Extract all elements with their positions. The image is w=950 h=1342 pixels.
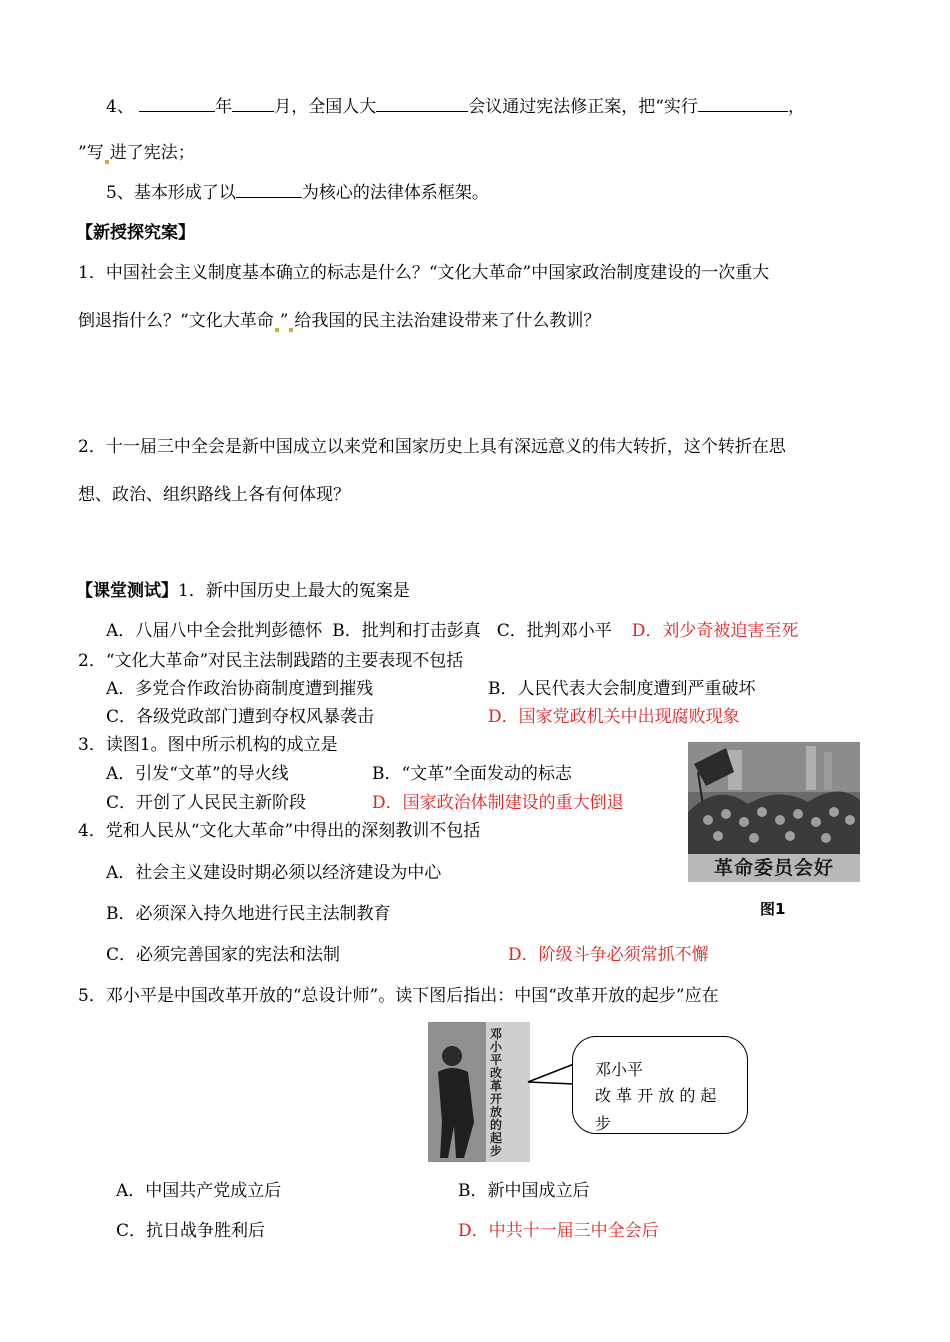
blank-core[interactable] <box>236 181 302 198</box>
q3-option-a[interactable]: A．引发“文革”的导火线 <box>106 764 289 784</box>
proofmark-icon <box>289 328 293 332</box>
figure5-book-cover <box>428 1022 530 1162</box>
q1-line2-part-a: 倒退指什么？“文化大革命 <box>78 311 274 331</box>
blank-session[interactable] <box>376 95 468 112</box>
q3-option-d-answer[interactable]: D．国家政治体制建设的重大倒退 <box>372 793 624 813</box>
q5-text-b: 为核心的法律体系框架。 <box>301 183 489 203</box>
bubble-line2: 改 革 开 放 的 起 <box>595 1086 717 1105</box>
new-lesson-heading: 【新授探究案】 <box>76 223 195 243</box>
q5-option-d-answer[interactable]: D．中共十一届三中全会后 <box>458 1221 659 1241</box>
q3-option-b[interactable]: B．“文革”全面发动的标志 <box>372 764 572 784</box>
test-q1-options <box>106 620 798 642</box>
q4-option-a[interactable]: A．社会主义建设时期必须以经济建设为中心 <box>106 863 442 883</box>
q1-option-b[interactable]: B．批判和打击彭真 <box>332 621 481 641</box>
test-q4-stem: 4．党和人民从“文化大革命”中得出的深刻教训不包括 <box>78 821 481 841</box>
new-lesson-q1-line2 <box>78 310 600 332</box>
q1-line2-part-c: 给我国的民主法治建设带来了什么教训？ <box>294 311 601 331</box>
bubble-line3: 步 <box>595 1114 612 1133</box>
new-lesson-q1-line1: 1．中国社会主义制度基本确立的标志是什么？“文化大革命”中国家政治制度建设的一次重大 <box>78 263 770 283</box>
proofmark-icon <box>275 328 279 332</box>
q2-option-a[interactable]: A．多党合作政治协商制度遭到摧残 <box>106 679 374 699</box>
bubble-line1: 邓小平 <box>595 1060 644 1079</box>
q5-text-a: 基本形成了以 <box>133 183 236 203</box>
q4-text-amend: 会议通过宪法修正案，把“实行 <box>468 97 698 117</box>
speech-bubble <box>572 1036 748 1134</box>
q2-option-d-answer[interactable]: D．国家党政机关中出现腐败现象 <box>488 707 740 727</box>
q4-text-year: 年 <box>215 97 233 117</box>
new-lesson-q2-line1: 2．十一届三中全会是新中国成立以来党和国家历史上具有深远意义的伟大转折，这个转折在思 <box>78 437 786 457</box>
q5-option-c[interactable]: C．抗日战争胜利后 <box>116 1221 266 1241</box>
q4-text-npc: 月，全国人大 <box>274 97 377 117</box>
q2-option-b[interactable]: B．人民代表大会制度遭到严重破坏 <box>488 679 756 699</box>
test-heading: 【课堂测试】 <box>76 581 178 601</box>
fill-in-q4-line2 <box>78 142 195 164</box>
q5-option-a[interactable]: A．中国共产党成立后 <box>116 1181 282 1201</box>
q5-option-b[interactable]: B．新中国成立后 <box>458 1181 590 1201</box>
test-q2-stem: 2．“文化大革命”对民主法制践踏的主要表现不包括 <box>78 651 464 671</box>
q4-option-b[interactable]: B．必须深入持久地进行民主法制教育 <box>106 904 391 924</box>
q3-option-c[interactable]: C．开创了人民民主新阶段 <box>106 793 307 813</box>
q1-option-d-answer[interactable]: D．刘少奇被迫害至死 <box>631 621 799 641</box>
proofmark-icon <box>105 160 109 164</box>
test-q3-stem: 3．读图1。图中所示机构的成立是 <box>78 735 338 755</box>
figure1-image <box>688 742 860 882</box>
figure1-banner: 革命委员会好 <box>713 857 834 879</box>
q4-text-wrote: ”写 <box>78 143 104 163</box>
q4-number: 4、 <box>106 97 134 117</box>
new-lesson-q2-line2: 想、政治、组织路线上各有何体现？ <box>78 485 350 505</box>
fill-in-q4-line1 <box>106 95 805 118</box>
test-q1-text: 1．新中国历史上最大的冤案是 <box>178 581 410 601</box>
q5-number: 5、 <box>106 183 134 203</box>
figure1-caption: 图1 <box>760 900 786 918</box>
figure5-book-title: 邓小平改革开放的起步 <box>490 1027 503 1158</box>
q4-option-d-answer[interactable]: D．阶级斗争必须常抓不懈 <box>508 945 709 965</box>
test-q1-stem <box>76 580 410 602</box>
fill-in-q5 <box>106 181 489 204</box>
q2-option-c[interactable]: C．各级党政部门遭到夺权风暴袭击 <box>106 707 375 727</box>
blank-month[interactable] <box>232 95 274 112</box>
q1-line2-quote: ” <box>279 311 289 331</box>
bubble-pointer-icon <box>526 1060 576 1090</box>
blank-policy[interactable] <box>698 95 788 112</box>
test-q5-stem: 5．邓小平是中国改革开放的“总设计师”。读下图后指出：中国“改革开放的起步”应在 <box>78 986 719 1006</box>
q4-text-comma: ， <box>787 97 805 117</box>
q1-option-c[interactable]: C．批判邓小平 <box>496 621 612 641</box>
blank-year[interactable] <box>139 95 215 112</box>
q1-option-a[interactable]: A．八届八中全会批判彭德怀 <box>106 621 323 641</box>
deng-portrait-icon <box>428 1022 530 1162</box>
q4-option-c[interactable]: C．必须完善国家的宪法和法制 <box>106 945 341 965</box>
q4-text-constitution: 进了宪法； <box>109 143 195 163</box>
